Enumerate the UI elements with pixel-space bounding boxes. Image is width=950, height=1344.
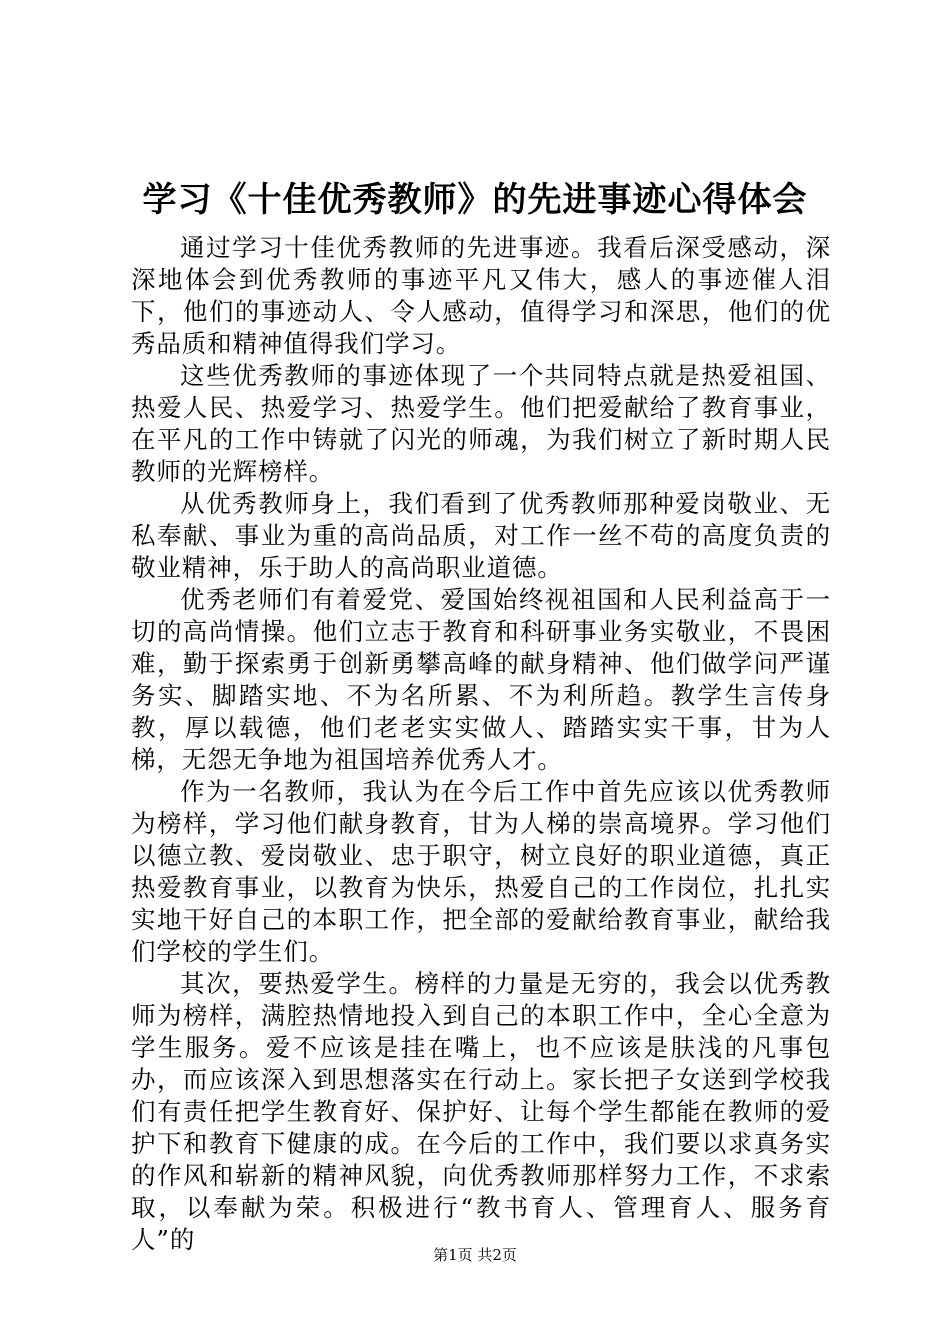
document-body bbox=[131, 232, 831, 1256]
paragraph-6: 其次，要热爱学生。榜样的力量是无穷的，我会以优秀教师为榜样，满腔热情地投入到自己的本职工作中，全心全意为学生服务。爱不应该是挂在嘴上，也不应该是肤浅的凡事包办，而应该深入到思想落实在行动上。家长把子女送到学校我们有责任把学生教育好、保护好、让每个学生都能在教师的爱护下和教育下健康的成。在今后的工作中，我们要以求真务实的作风和崭新的精神风貌，向优秀教师那样努力工作，不求索取，以奉献为荣。积极进行“教书育人、管理育人、服务育人”的 bbox=[131, 969, 831, 1254]
paragraph-1: 通过学习十佳优秀教师的先进事迹。我看后深受感动，深深地体会到优秀教师的事迹平凡又伟大，感人的事迹催人泪下，他们的事迹动人、令人感动，值得学习和深思，他们的优秀品质和精神值得我们学习。 bbox=[131, 233, 831, 358]
paragraph-2: 这些优秀教师的事迹体现了一个共同特点就是热爱祖国、热爱人民、热爱学习、热爱学生。他们把爱献给了教育事业，在平凡的工作中铸就了闪光的师魂，为我们树立了新时期人民教师的光辉榜样。 bbox=[131, 361, 831, 486]
paragraph-4: 优秀老师们有着爱党、爱国始终视祖国和人民利益高于一切的高尚情操。他们立志于教育和科研事业务实敬业，不畏困难，勤于探索勇于创新勇攀高峰的献身精神、他们做学问严谨务实、脚踏实地、不为名所累、不为利所趋。教学生言传身教，厚以载德，他们老老实实做人、踏踏实实干事，甘为人梯，无怨无争地为祖国培养优秀人才。 bbox=[131, 585, 831, 774]
paragraph-3: 从优秀教师身上，我们看到了优秀教师那种爱岗敬业、无私奉献、事业为重的高尚品质，对工作一丝不苟的高度负责的敬业精神，乐于助人的高尚职业道德。 bbox=[131, 489, 831, 582]
paragraph-5: 作为一名教师，我认为在今后工作中首先应该以优秀教师为榜样，学习他们献身教育，甘为人梯的崇高境界。学习他们以德立教、爱岗敬业、忠于职守，树立良好的职业道德，真正热爱教育事业，以教育为快乐，热爱自己的工作岗位，扎扎实实地干好自己的本职工作，把全部的爱献给教育事业，献给我们学校的学生们。 bbox=[131, 777, 831, 966]
document-title: 学习《十佳优秀教师》的先进事迹心得体会 bbox=[142, 180, 808, 220]
page-number-footer: 第1页 共2页 bbox=[433, 1246, 517, 1264]
